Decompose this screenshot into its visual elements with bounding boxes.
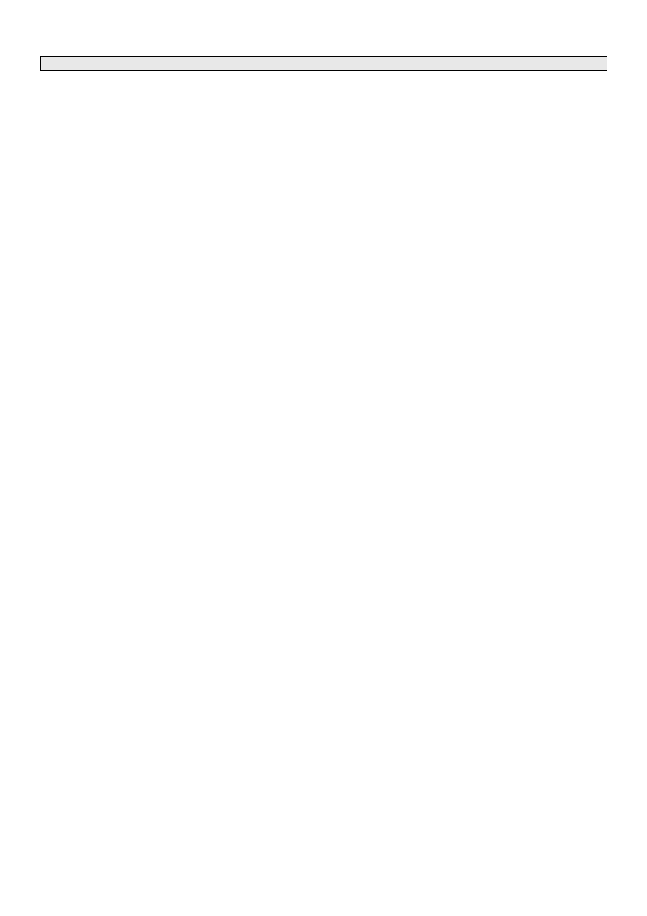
pressure-design-table: [40, 56, 607, 71]
table-title: [41, 57, 608, 71]
page-header: [42, 38, 607, 52]
page-footer: [42, 846, 607, 860]
pressure-design-table-container: [40, 56, 607, 840]
table-title-row: [41, 57, 608, 71]
